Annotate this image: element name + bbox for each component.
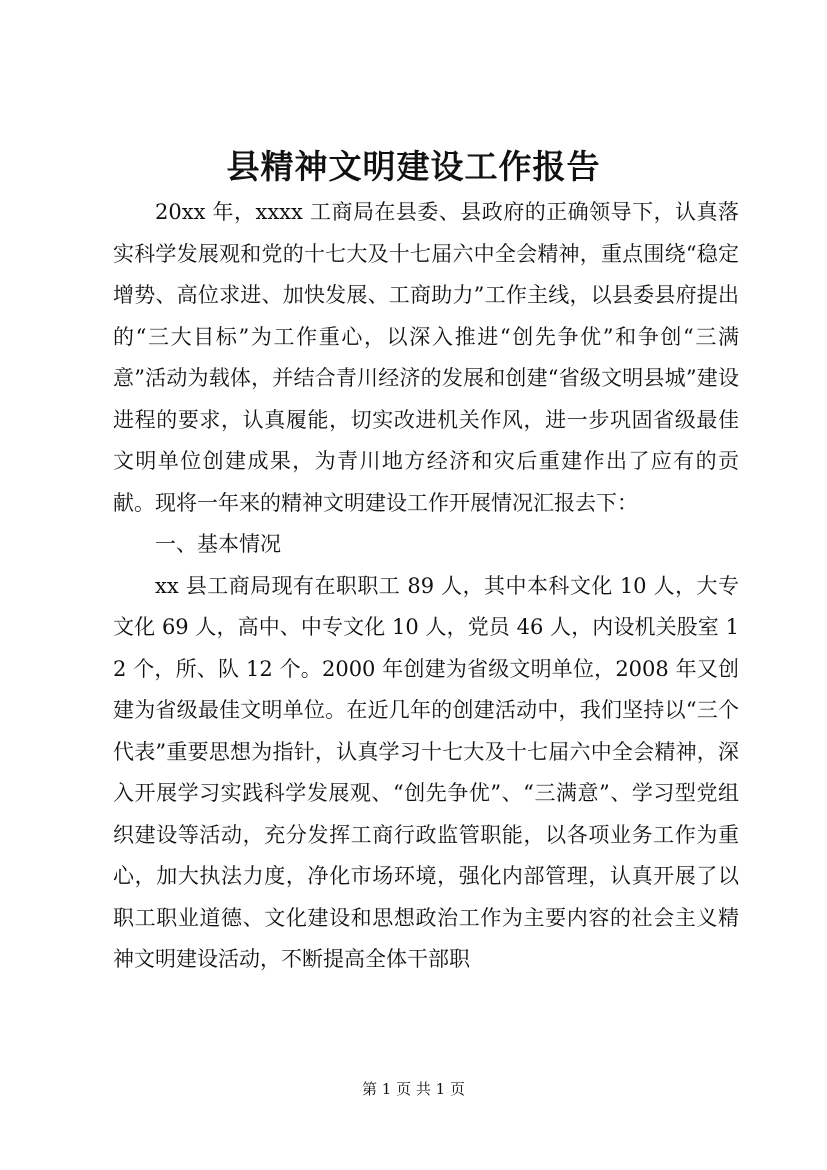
page-footer: 第 1 页 共 1 页 — [362, 1080, 465, 1098]
document-body — [113, 192, 739, 981]
intro-paragraph: 20xx 年，xxxx 工商局在县委、县政府的正确领导下，认真落实科学发展观和党的十七大及十七届六中全会精神，重点围绕“稳定增势、高位求进、加快发展、工商助力”工作主线，以县委县府提出的“三大目标”为工作重心，以深入推进“创先争优”和争创“三满意”活动为载体，并结合青川经济的发展和创建“省级文明县城”建设进程的要求，认真履能，切实改进机关作风，进一步巩固省级最佳文明单位创建成果，为青川地方经济和灾后重建作出了应有的贡献。现将一年来的精神文明建设工作开展情况汇报去下： — [113, 200, 739, 515]
section-heading: 一、基本情况 — [155, 532, 281, 556]
basic-info-paragraph: xx 县工商局现有在职职工 89 人，其中本科文化 10 人，大专文化 69 人，高中、中专文化 10 人，党员 46 人，内设机关股室 12 个，所、队 12 个。2000 年创建为省级文明单位，2008 年又创建为省级最佳文明单位。在近几年的创建活动中，我们坚持以“三个代表”重要思想为指针，认真学习十七大及十七届六中全会精神，深入开展学习实践科学发展观、“创先争优”、“三满意”、学习型党组织建设等活动，充分发挥工商行政监管职能，以各项业务工作为重心，加大执法力度，净化市场环境，强化内部管理，认真开展了以职工职业道德、文化建设和思想政治工作为主要内容的社会主义精神文明建设活动，不断提高全体干部职 — [113, 573, 740, 971]
document-title: 县精神文明建设工作报告 — [226, 147, 601, 186]
